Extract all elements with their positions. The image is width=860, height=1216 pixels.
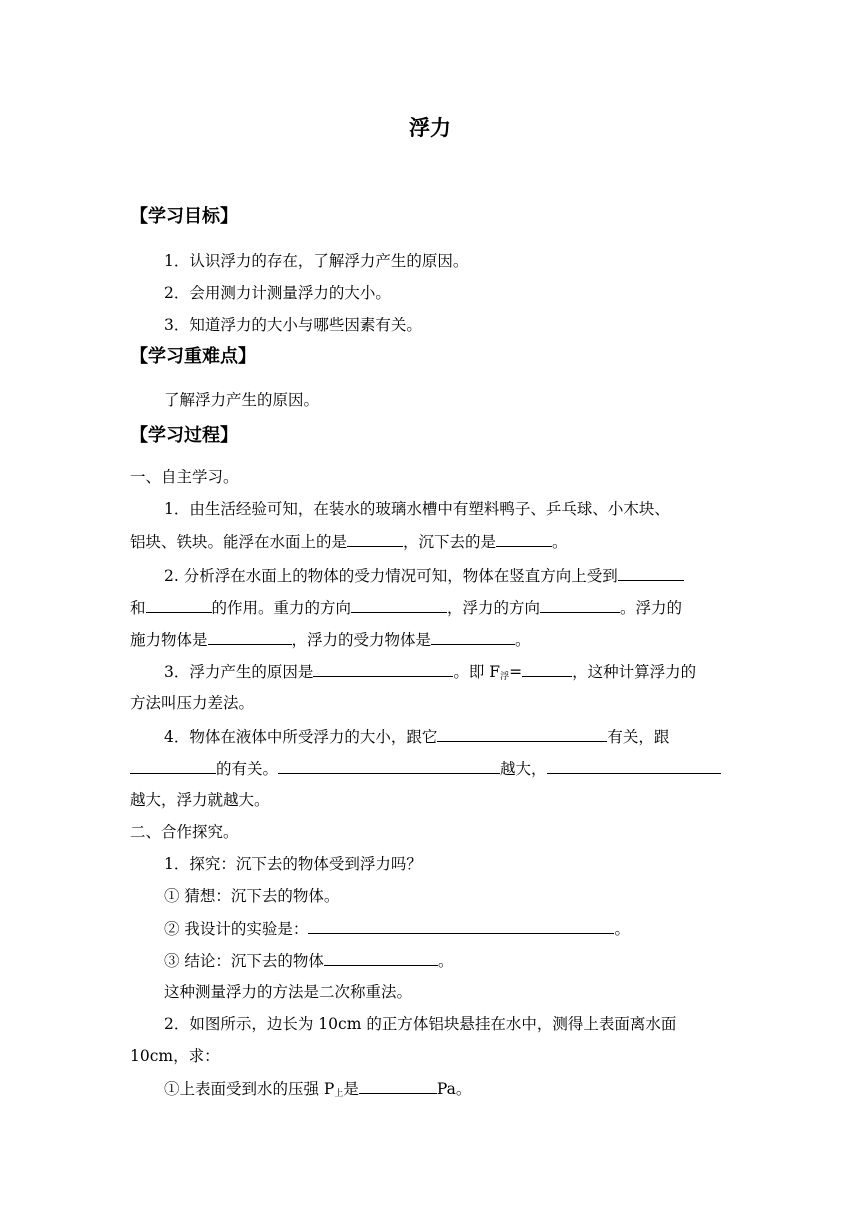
q3-text: 3．浮力产生的原因是 <box>164 663 314 681</box>
part2-title: 二、合作探究。 <box>130 823 239 841</box>
p2-text: 。 <box>437 952 454 970</box>
blank-buoyancy-cause[interactable] <box>313 660 453 677</box>
key-heading: 【学习重难点】 <box>130 346 256 367</box>
q4-text: 的有关。 <box>216 760 279 778</box>
p2-text: ③ 结论：沉下去的物体 <box>164 952 324 970</box>
p2-q2-sub <box>164 1077 764 1105</box>
q4-line2 <box>130 757 730 780</box>
q2-text: 。 <box>515 631 531 649</box>
process-heading: 【学习过程】 <box>130 425 238 446</box>
subscript-fu: 浮 <box>500 672 510 682</box>
blank-receiving-object[interactable] <box>431 628 515 645</box>
blank-sinking-objects[interactable] <box>496 530 552 547</box>
p2-text: 。 <box>614 920 630 938</box>
q4-line3: 越大，浮力就越大。 <box>130 791 270 809</box>
key-point: 了解浮力产生的原因。 <box>164 391 320 409</box>
q1-line1: 1．由生活经验可知，在装水的玻璃水槽中有塑料鸭子、乒乓球、小木块、 <box>164 500 670 518</box>
q1-text: 。 <box>552 533 568 551</box>
blank-experiment-design[interactable] <box>308 917 614 934</box>
p2-step-guess: ① 猜想：沉下去的物体。 <box>164 887 340 905</box>
q4-text: 越大， <box>500 760 547 778</box>
blank-force-2[interactable] <box>146 596 212 613</box>
p2-text: ①上表面受到水的压强 P <box>164 1080 335 1098</box>
p2-note: 这种测量浮力的方法是二次称重法。 <box>164 983 413 1001</box>
blank-applying-object[interactable] <box>208 628 292 645</box>
part1-title: 一、自主学习。 <box>130 468 239 486</box>
q4-text: 4．物体在液体中所受浮力的大小，跟它 <box>164 728 438 746</box>
p2-step-design <box>164 917 764 940</box>
q3-text: ，这种计算浮力的 <box>572 663 697 681</box>
blank-factor-3[interactable] <box>278 757 500 774</box>
blank-formula[interactable] <box>522 660 572 677</box>
q2-line2 <box>130 596 730 619</box>
goal-item: 1．认识浮力的存在，了解浮力产生的原因。 <box>164 252 469 270</box>
goal-item: 2．会用测力计测量浮力的大小。 <box>164 284 391 302</box>
p2-text: 是 <box>343 1080 359 1098</box>
q4-line1 <box>164 725 730 748</box>
blank-factor-1[interactable] <box>437 725 607 742</box>
blank-buoyancy-direction[interactable] <box>540 596 620 613</box>
blank-factor-2[interactable] <box>130 757 216 774</box>
q3-text: = <box>509 663 523 681</box>
blank-pressure-value[interactable] <box>359 1077 437 1094</box>
q2-line3 <box>130 628 730 651</box>
q3-line1 <box>164 660 730 688</box>
q3-line2: 方法叫压力差法。 <box>130 694 255 712</box>
blank-factor-4[interactable] <box>547 757 721 774</box>
p2-text: ② 我设计的实验是： <box>164 920 309 938</box>
subscript-shang: 上 <box>334 1089 344 1099</box>
goal-item: 3．知道浮力的大小与哪些因素有关。 <box>164 316 422 334</box>
q2-text: 的作用。重力的方向 <box>211 599 352 617</box>
q4-text: 有关，跟 <box>607 728 670 746</box>
q2-text: 。浮力的 <box>620 599 683 617</box>
q1-line2 <box>130 530 730 553</box>
q2-text: ，浮力的方向 <box>447 599 541 617</box>
q2-text: 施力物体是 <box>130 631 208 649</box>
p2-q1: 1．探究：沉下去的物体受到浮力吗？ <box>164 855 422 873</box>
q1-text: 铝块、铁块。能浮在水面上的是 <box>130 533 348 551</box>
q2-line1 <box>164 564 730 587</box>
blank-gravity-direction[interactable] <box>351 596 447 613</box>
page-title: 浮力 <box>409 116 451 140</box>
p2-step-conclusion <box>164 949 764 972</box>
blank-floating-objects[interactable] <box>347 530 403 547</box>
blank-force-1[interactable] <box>618 564 684 581</box>
goals-heading: 【学习目标】 <box>130 206 238 227</box>
p2-text: Pa。 <box>436 1080 472 1098</box>
q1-text: ，沉下去的是 <box>403 533 497 551</box>
p2-q2-line1: 2．如图所示，边长为 10cm 的正方体铝块悬挂在水中，测得上表面离水面 <box>164 1015 677 1033</box>
q2-text: 和 <box>130 599 146 617</box>
q2-text: ，浮力的受力物体是 <box>291 631 432 649</box>
blank-conclusion[interactable] <box>324 949 438 966</box>
p2-q2-line2: 10cm，求： <box>130 1047 220 1065</box>
q2-text: 2. 分析浮在水面上的物体的受力情况可知，物体在竖直方向上受到 <box>164 567 618 585</box>
q3-text: 。即 F <box>453 663 501 681</box>
